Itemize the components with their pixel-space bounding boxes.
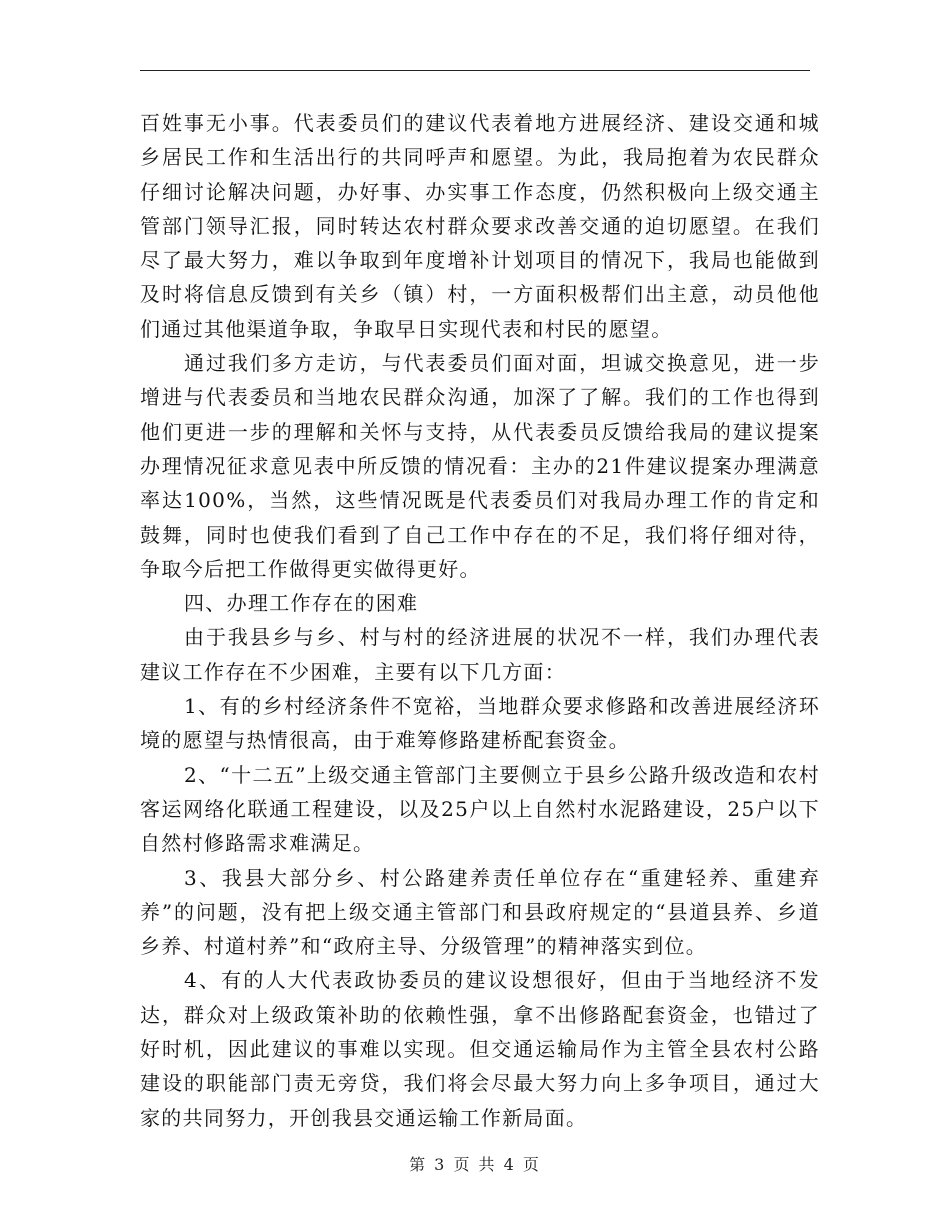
header-rule xyxy=(140,70,810,71)
list-item: 1、有的乡村经济条件不宽裕，当地群众要求修路和改善进展经济环境的愿望与热情很高，由于难筹修路建桥配套资金。 xyxy=(140,694,820,753)
paragraph: 通过我们多方走访，与代表委员们面对面，坦诚交换意见，进一步增进与代表委员和当地农民群众沟通，加深了了解。我们的工作也得到他们更进一步的理解和关怀与支持，从代表委员反馈给我局的建议提案办理情况征求意见表中所反馈的情况看：主办的21件建议提案办理满意率达100%，当然，这些情况既是代表委员们对我局办理工作的肯定和鼓舞，同时也使我们看到了自己工作中存在的不足，我们将仔细对待，争取今后把工作做得更实做得更好。 xyxy=(140,351,820,581)
list-item: 4、有的人大代表政协委员的建议设想很好，但由于当地经济不发达，群众对上级政策补助的依赖性强，拿不出修路配套资金，也错过了好时机，因此建议的事难以实现。但交通运输局作为主管全县农村公路建设的职能部门责无旁贷，我们将会尽最大努力向上多争项目，通过大家的共同努力，开创我县交通运输工作新局面。 xyxy=(140,968,820,1130)
paragraph-continued: 百姓事无小事。代表委员们的建议代表着地方进展经济、建设交通和城乡居民工作和生活出行的共同呼声和愿望。为此，我局抱着为农民群众仔细讨论解决问题，办好事、办实事工作态度，仍然积极向上级交通主管部门领导汇报，同时转达农村群众要求改善交通的迫切愿望。在我们尽了最大努力，难以争取到年度增补计划项目的情况下，我局也能做到及时将信息反馈到有关乡（镇）村，一方面积极帮们出主意，动员他他们通过其他渠道争取，争取早日实现代表和村民的愿望。 xyxy=(140,111,820,341)
document-body xyxy=(140,106,820,1135)
list-item: 3、我县大部分乡、村公路建养责任单位存在“重建轻养、重建弃养”的问题，没有把上级交通主管部门和县政府规定的“县道县养、乡道乡养、村道村养”和“政府主导、分级管理”的精神落实到位。 xyxy=(140,865,820,959)
list-item: 2、“十二五”上级交通主管部门主要侧立于县乡公路升级改造和农村客运网络化联通工程建设，以及25户以上自然村水泥路建设，25户以下自然村修路需求难满足。 xyxy=(140,762,820,856)
paragraph: 由于我县乡与乡、村与村的经济进展的状况不一样，我们办理代表建议工作存在不少困难，主要有以下几方面： xyxy=(140,625,820,684)
section-heading: 四、办理工作存在的困难 xyxy=(184,591,419,616)
page-footer: 第 3 页 共 4 页 xyxy=(409,1155,541,1174)
